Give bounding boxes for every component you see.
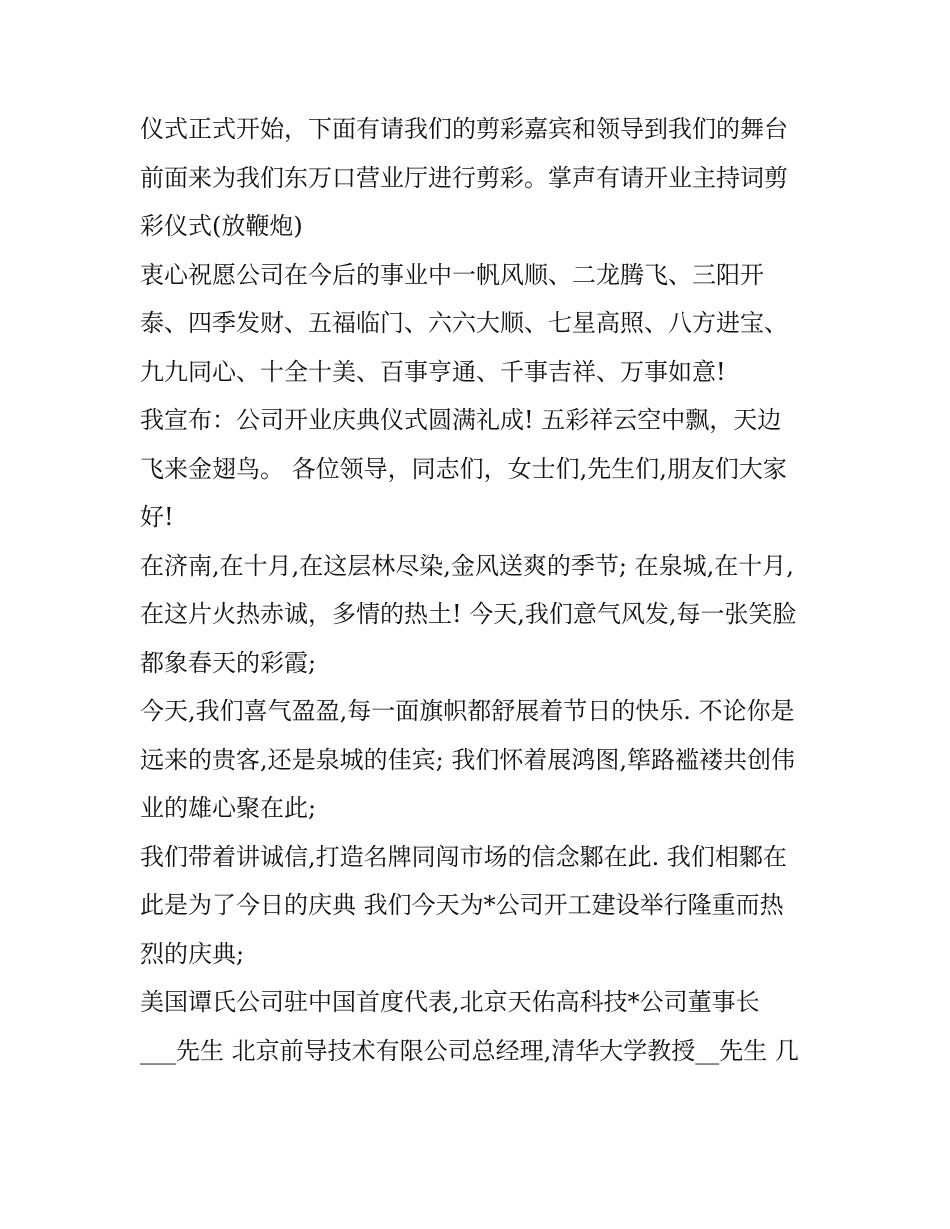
- text-line: 好!: [140, 503, 174, 531]
- text-line: 烈的庆典;: [140, 939, 245, 968]
- text-line: 在这片火热赤诚，多情的热土! 今天,我们意气风发,每一张笑脸: [140, 600, 797, 628]
- text-line: 飞来金翅鸟。 各位领导，同志们，女士们,先生们,朋友们大家: [140, 454, 787, 483]
- text-line: 九九同心、十全十美、百事亨通、千事吉祥、万事如意!: [140, 357, 726, 386]
- document-body: [140, 105, 815, 1075]
- text-line: ___先生 北京前导技术有限公司总经理,清华大学教授__先生 几: [140, 1036, 799, 1065]
- text-line: 前面来为我们东万口营业厅进行剪彩。掌声有请开业主持词剪: [140, 163, 788, 192]
- text-line: 此是为了今日的庆典 我们今天为*公司开工建设举行隆重而热: [140, 891, 784, 919]
- text-line: 今天,我们喜气盈盈,每一面旗帜都舒展着节日的快乐. 不论你是: [140, 697, 795, 725]
- text-line: 衷心祝愿公司在今后的事业中一帆风顺、二龙腾飞、三阳开: [140, 260, 764, 289]
- text-line: 远来的贵客,还是泉城的佳宾; 我们怀着展鸿图,筚路褴褛共创伟: [140, 745, 795, 774]
- text-line: 美国谭氏公司驻中国首度代表,北京天佑高科技*公司董事长: [140, 988, 760, 1016]
- text-line: 彩仪式(放鞭炮): [140, 212, 303, 240]
- text-line: 我宣布：公司开业庆典仪式圆满礼成! 五彩祥云空中飘，天边: [140, 406, 782, 434]
- text-line: 都象春天的彩霞;: [140, 648, 317, 677]
- text-line: 泰、四季发财、五福临门、六六大顺、七星高照、八方进宝、: [140, 309, 788, 337]
- text-line: 在济南,在十月,在这层林尽染,金风送爽的季节; 在泉城,在十月,: [140, 551, 794, 580]
- text-line: 业的雄心聚在此;: [140, 794, 317, 822]
- text-line: 我们带着讲诚信,打造名牌同闯市场的信念鄹在此. 我们相鄹在: [140, 842, 787, 871]
- text-line: 仪式正式开始，下面有请我们的剪彩嘉宾和领导到我们的舞台: [140, 115, 788, 143]
